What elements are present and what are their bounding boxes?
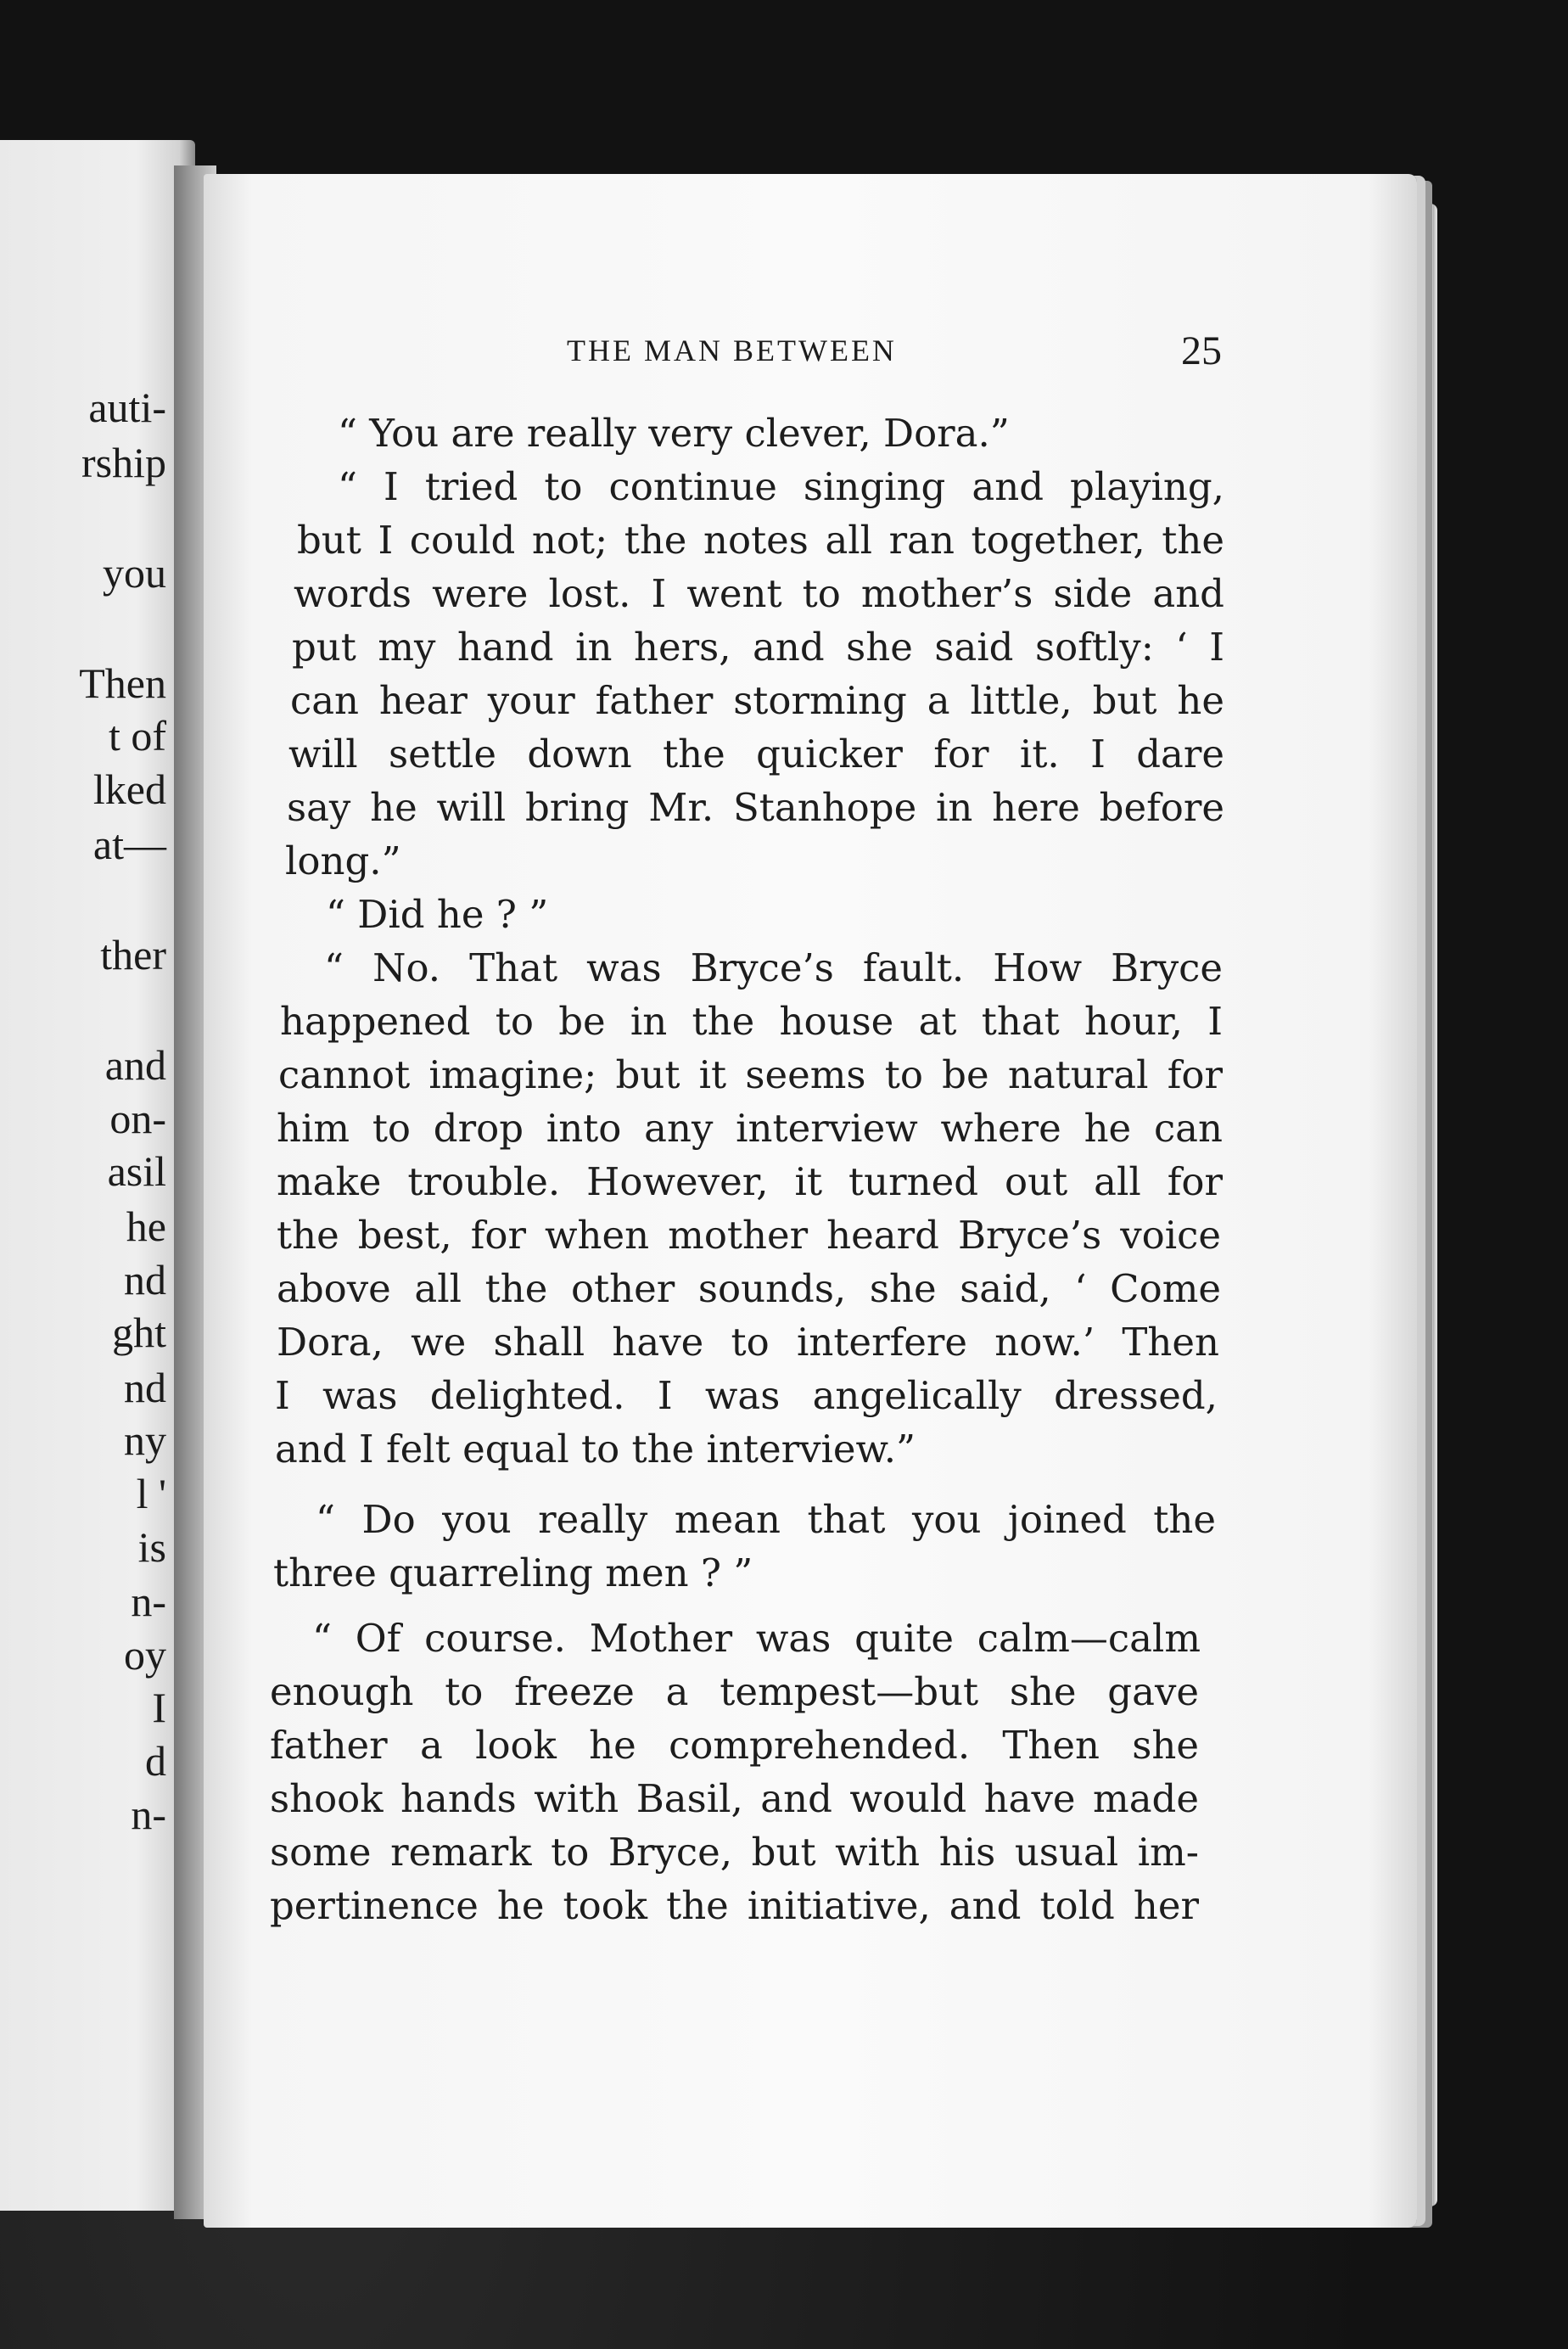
left-page-fragment: is [137,1523,166,1571]
text-line: cannot imagine; but it seems to be natural for [278,1052,1223,1097]
running-title: THE MAN BETWEEN [567,334,897,367]
text-line: “ You are really very clever, Dora.” [338,411,1010,456]
left-page-fragment: t of [108,712,166,760]
text-line: put my hand in hers, and she said softly: ‘ I [292,625,1224,670]
left-page-fragment: nd [124,1256,166,1303]
left-page-fragment: nd [124,1364,166,1411]
left-page-fragment: ght [112,1309,166,1356]
text-line: “ Of course. Mother was quite calm—calm [312,1616,1201,1661]
text-line: say he will bring Mr. Stanhope in here before [287,785,1224,830]
left-page-fragment: on- [109,1095,166,1142]
text-line: above all the other sounds, she said, ‘ Come [277,1266,1221,1311]
text-line: enough to freeze a tempest—but she gave [270,1669,1199,1714]
text-line: Dora, we shall have to interfere now.’ Then [277,1320,1219,1365]
left-page-fragment: rship [81,439,166,486]
text-line: I was delighted. I was angelically dressed, [275,1373,1218,1418]
text-line: three quarreling men ? ” [273,1550,753,1595]
left-page-fragment: ny [124,1416,166,1464]
text-line: happened to be in the house at that hour, I [280,999,1223,1044]
left-page-fragment: ther [100,931,166,978]
text-line: can hear your father storming a little, but he [290,678,1224,723]
text-line: pertinence he took the initiative, and told her [270,1883,1199,1928]
left-page-fragment: you [103,549,166,597]
text-line: the best, for when mother heard Bryce’s voice [277,1213,1221,1258]
left-page-fragment: oy [124,1631,166,1679]
page-number: 25 [1181,328,1222,373]
text-line: some remark to Bryce, but with his usual im- [270,1830,1199,1875]
text-line: father a look he comprehended. Then she [270,1723,1199,1768]
left-page-fragment: and [104,1041,166,1089]
text-line: but I could not; the notes all ran together, the [297,518,1224,563]
left-page-fragment: n- [131,1578,166,1625]
left-page-fragment: n- [131,1791,166,1838]
left-page-fragment: asil [107,1147,166,1195]
left-page-fragment: at— [92,821,166,868]
text-line: “ I tried to continue singing and playing, [338,464,1224,509]
text-line: him to drop into any interview where he can [277,1106,1223,1151]
text-line: make trouble. However, it turned out all for [277,1159,1223,1204]
text-line: “ Do you really mean that you joined the [316,1497,1216,1542]
left-page-fragment: l ' [136,1470,166,1517]
left-page-fragment: Then [79,659,166,707]
text-line: shook hands with Basil, and would have made [270,1776,1199,1821]
left-page-fragment: I [152,1684,166,1731]
left-page-fragment: d [145,1737,166,1785]
text-line: will settle down the quicker for it. I dare [288,732,1224,776]
left-page-fragment: lked [92,765,166,813]
text-line: “ Did he ? ” [326,892,549,937]
text-line: long.” [285,838,401,883]
text-line: words were lost. I went to mother’s side and [294,571,1224,616]
left-page-fragment: he [126,1203,166,1250]
text-line: and I felt equal to the interview.” [275,1427,916,1472]
text-line: “ No. That was Bryce’s fault. How Bryce [324,945,1223,990]
left-page-fragment: auti- [88,384,166,431]
